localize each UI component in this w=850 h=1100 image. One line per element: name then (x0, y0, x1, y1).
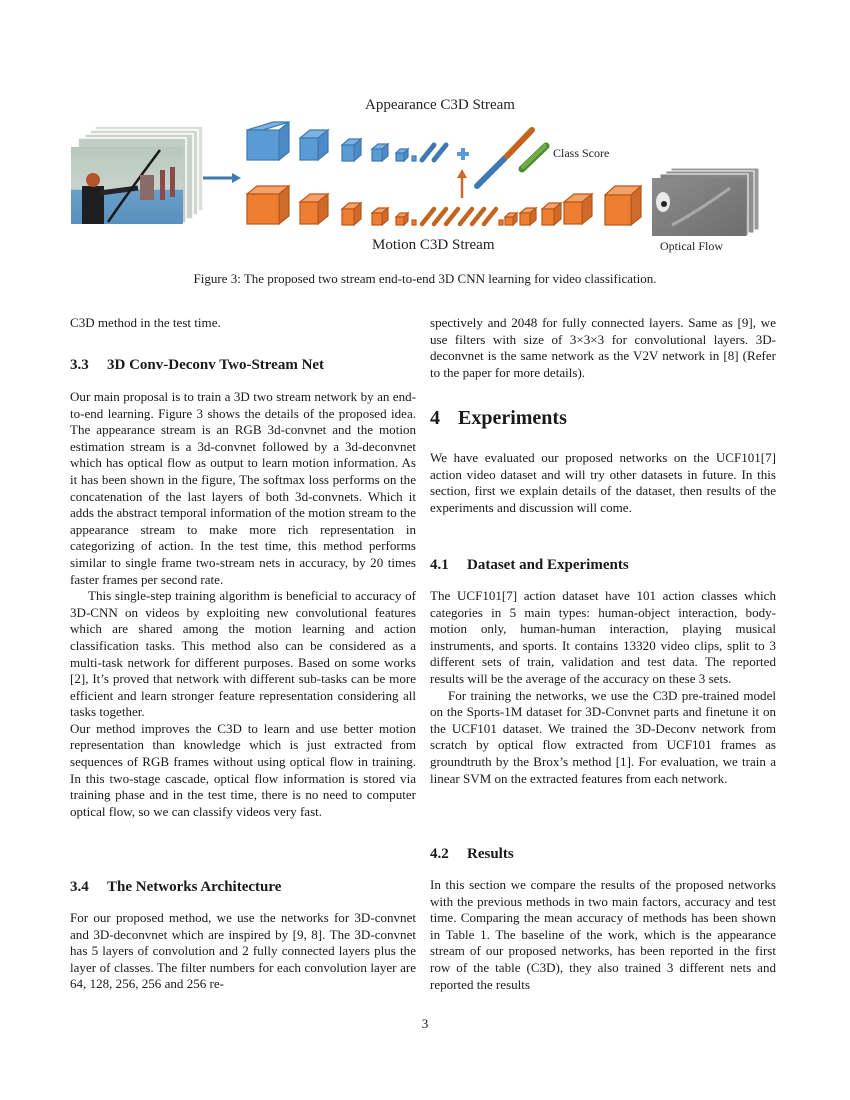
motion-stream-conv-layers (247, 186, 416, 225)
section-heading-4 (430, 407, 567, 429)
paragraph: The UCF101[7] action dataset have 101 action classes which categories in 5 main types: human-object interaction, body-motion only, human-human interaction, playing musical instruments, and sports. It contains 13320 video clips, split to 3 different sets of train, validation and test data. The reported results will be the average of the accuracy on these 3 sets. (430, 588, 776, 686)
continued-paragraph: C3D method in the test time. (70, 315, 221, 330)
section-number: 4.1 (430, 557, 449, 573)
section-title: The Networks Architecture (107, 879, 282, 895)
paragraph: Our main proposal is to train a 3D two stream network by an end-to-end learning. Figure 3 shows the details of the proposed idea. The appearance stream is an RGB 3d-convnet and the motion estimation stream is a 3d-convnet followed by a 3d-deconvnet which has optical flow as output to learn motion information. As it has been shown in the figure, The softmax loss performs on the concatenation of the last layers of both 3d-convnets. Which it adds the abstract temporal information of the motion stream to the appearance stream to make more rich representation in categorizing of action. In the test time, this method performs similar to single frame two-stream nets in accuracy, by 20 times faster frames per second rate. (70, 389, 416, 587)
two-stream-network-diagram (60, 90, 790, 260)
paragraph: This single-step training algorithm is beneficial to accuracy of 3D-CNN on videos by exploiting new convolutional features which are shared among the motion learning and action classification tasks. This method also can be considered as a multi-task network for different purposes. Based on some works [2], It’s proved that network with different sub-tasks can be more efficient and learn stronger feature representation considering all tasks together. (70, 588, 416, 720)
section-number: 4 (430, 407, 440, 429)
section-number: 4.2 (430, 846, 449, 862)
section-title: Experiments (458, 407, 567, 429)
concatenated-feature-bar (477, 130, 532, 186)
motion-to-appearance-arrow-icon (457, 169, 467, 198)
optical-flow-label: Optical Flow (660, 239, 723, 253)
section-title: Results (467, 846, 514, 862)
motion-stream-fc-layers (422, 209, 496, 224)
concat-plus-icon (457, 148, 469, 160)
section-heading-3-3 (70, 357, 324, 374)
paragraph: In this section we compare the results of the proposed networks with the previous methods in two main factors, accuracy and test time. Comparing the mean accuracy of methods has been shown in Table 1. The baseline of the work, which is the appearance stream of our proposed networks, has been reported in the first row of the table (C3D), they also trained 3 different nets and reported the results (430, 877, 776, 992)
figure-3 (60, 90, 790, 260)
section-title: 3D Conv-Deconv Two-Stream Net (107, 357, 325, 373)
page-number: 3 (421, 1016, 429, 1031)
continued-paragraph: spectively and 2048 for fully connected layers. Same as [9], we use filters with size of 3×3×3 for convolutional layers. 3D-deconvnet is the same network as the V2V network in [8] (Refer to the paper for more details). (430, 315, 776, 380)
appearance-stream-label: Appearance C3D Stream (365, 97, 515, 113)
section-number: 3.3 (70, 357, 89, 373)
section-title: Dataset and Experiments (467, 557, 629, 573)
section-heading-4-2 (430, 846, 514, 863)
paragraph: Our method improves the C3D to learn and use better motion representation than knowledge which is just extracted from sequences of RGB frames without using optical flow in training. In this two-stage cascade, optical flow information is stored via training phase and in the test time, there is no need to computer optical flow, so we can classify videos very fast. (70, 720, 416, 819)
paragraph: For our proposed method, we use the networks for 3D-convnet and 3D-deconvnet which are inspired by [9, 8]. The 3D-convnet has 5 layers of convolution and 2 fully connected layers plus the layer of classes. The filter numbers for each convolution layer are 64, 128, 256, 256 and 256 re- (70, 910, 416, 992)
figure-caption: Figure 3: The proposed two stream end-to-end 3D CNN learning for video classification. (193, 271, 657, 286)
appearance-fc-layers (422, 145, 446, 160)
input-arrow-icon (203, 173, 241, 183)
input-video-frames (71, 126, 203, 224)
paragraph: We have evaluated our proposed networks on the UCF101[7] action video dataset and will try other datasets in future. In this section, first we explain details of the dataset, then results of the experiments and discussion will come. (430, 450, 776, 515)
section-number: 3.4 (70, 879, 89, 895)
class-score-label: Class Score (553, 146, 610, 160)
paragraph: For training the networks, we use the C3D pre-trained model on the Sports-1M dataset for 3D-Convnet parts and finetune it on the UCF101 dataset. We trained the 3D-Deconv network from scratch by optical flow extracted from UCF101 frames as groundtruth by the Brox’s method [1]. For evaluation, we train a linear SVM on the extracted features from each network. (430, 687, 776, 786)
section-heading-3-4 (70, 879, 281, 896)
section-heading-4-1 (430, 557, 629, 574)
motion-stream-deconv-layers (499, 186, 641, 225)
appearance-stream-layers (247, 122, 416, 161)
motion-stream-label: Motion C3D Stream (372, 237, 495, 253)
optical-flow-frames (652, 168, 759, 236)
class-score-bar (522, 146, 546, 169)
